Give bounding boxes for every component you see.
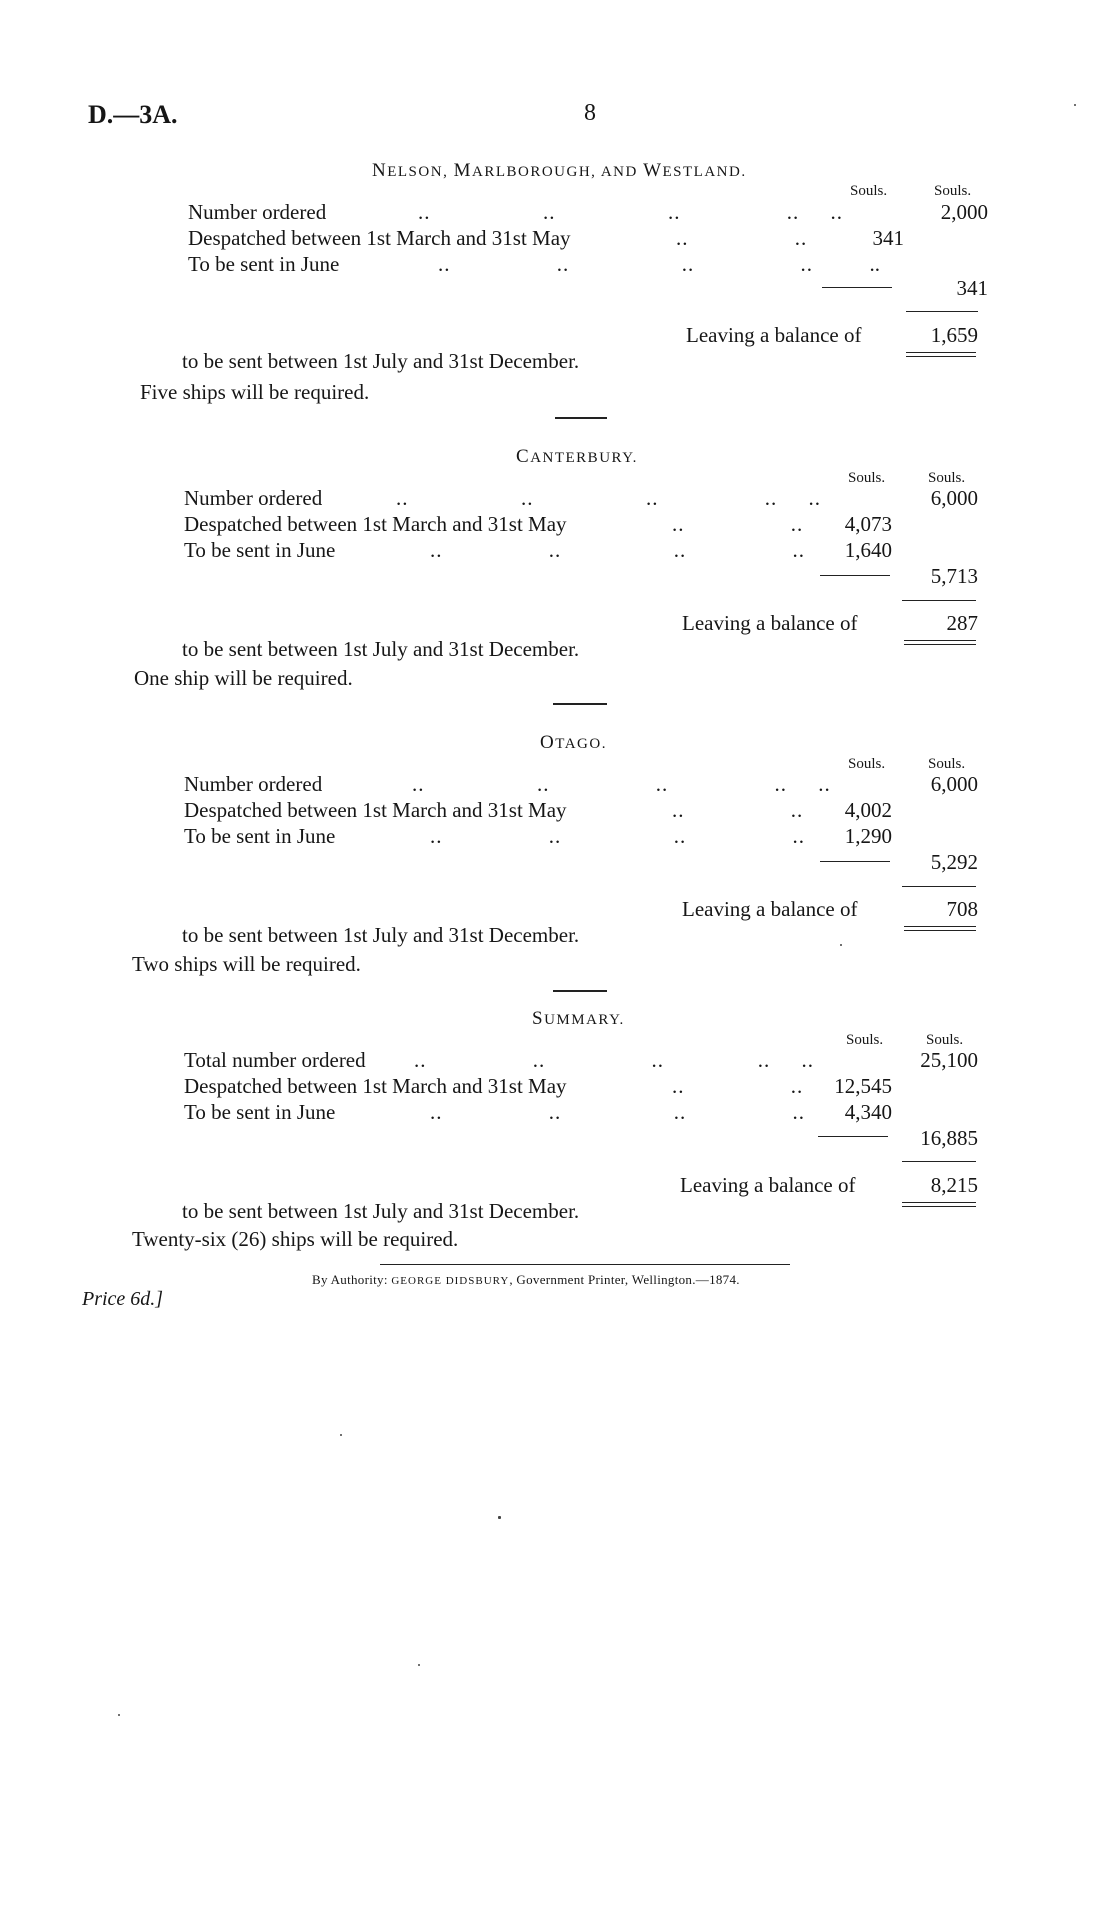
row-label-despatched: Despatched between 1st March and 31st May <box>184 1074 567 1098</box>
row-label-leaving: Leaving a balance of <box>682 897 858 921</box>
leader-dots: .. .. <box>672 512 804 536</box>
value-june: .. <box>869 252 880 276</box>
value-ordered: 6,000 <box>930 772 978 796</box>
sum-rule <box>822 287 892 288</box>
scan-speck <box>418 1664 420 1666</box>
row-label-leaving: Leaving a balance of <box>686 323 862 347</box>
column-header-a: Souls. <box>846 1032 884 1048</box>
price-label: Price 6d.] <box>82 1288 164 1310</box>
row-label-ordered: Number ordered <box>184 486 323 510</box>
leader-dots: .. .. <box>676 226 808 250</box>
printer-imprint: By Authority: GEORGE DIDSBURY, Government Printer, Wellington.—1874. <box>312 1272 740 1287</box>
section-heading-otago: OTAGO. <box>540 732 607 753</box>
section-separator <box>555 417 607 419</box>
column-header-a: Souls. <box>848 756 886 772</box>
value-despatched: 341 <box>872 226 904 250</box>
leader-dots: .. .. .. .. <box>438 252 813 276</box>
row-label-ordered: Number ordered <box>188 200 327 224</box>
leader-dots: .. .. <box>672 1074 804 1098</box>
document-reference: D.—3A. <box>88 100 178 129</box>
row-label-to-be-sent: to be sent between 1st July and 31st December. <box>182 923 580 947</box>
row-label-june: To be sent in June <box>184 538 336 562</box>
row-label-despatched: Despatched between 1st March and 31st May <box>184 512 567 536</box>
row-label-to-be-sent: to be sent between 1st July and 31st December. <box>182 637 580 661</box>
scan-speck <box>840 944 842 946</box>
section-heading-summary: SUMMARY. <box>532 1008 625 1029</box>
value-balance: 287 <box>946 611 978 635</box>
column-header-a: Souls. <box>850 183 888 199</box>
balance-rule <box>902 886 976 887</box>
column-header-b: Souls. <box>928 470 966 486</box>
row-label-total-ordered: Total number ordered <box>184 1048 366 1072</box>
section-heading-nelson: NELSON, MARLBOROUGH, AND WESTLAND. <box>372 160 747 181</box>
row-label-leaving: Leaving a balance of <box>682 611 858 635</box>
balance-rule <box>906 311 978 312</box>
double-rule <box>906 352 976 357</box>
leader-dots: .. .. .. .. .. <box>414 1048 814 1072</box>
section-separator <box>553 990 607 992</box>
leader-dots: .. .. .. .. .. <box>396 486 821 510</box>
row-label-despatched: Despatched between 1st March and 31st May <box>184 798 567 822</box>
row-label-to-be-sent: to be sent between 1st July and 31st December. <box>182 349 580 373</box>
value-ordered: 2,000 <box>940 200 988 224</box>
scan-speck <box>1074 104 1076 106</box>
section-heading-canterbury: CANTERBURY. <box>516 446 638 467</box>
double-rule <box>904 640 976 645</box>
double-rule <box>902 1202 976 1207</box>
column-header-b: Souls. <box>926 1032 964 1048</box>
value-subtotal: 5,292 <box>930 850 978 874</box>
ships-note: Five ships will be required. <box>140 380 370 404</box>
balance-rule <box>902 600 976 601</box>
ships-note: Twenty-six (26) ships will be required. <box>132 1227 459 1251</box>
row-label-to-be-sent: to be sent between 1st July and 31st December. <box>182 1199 580 1223</box>
row-label-leaving: Leaving a balance of <box>680 1173 856 1197</box>
value-despatched: 4,002 <box>844 798 892 822</box>
row-label-despatched: Despatched between 1st March and 31st May <box>188 226 571 250</box>
column-header-a: Souls. <box>848 470 886 486</box>
page-number: 8 <box>584 100 596 126</box>
footer-rule <box>380 1264 790 1265</box>
leader-dots: .. .. .. .. <box>430 1100 805 1124</box>
leader-dots: .. .. .. .. <box>430 824 805 848</box>
ships-note: One ship will be required. <box>134 666 353 690</box>
leader-dots: .. .. <box>672 798 804 822</box>
column-header-b: Souls. <box>934 183 972 199</box>
value-june: 1,640 <box>844 538 892 562</box>
column-header-b: Souls. <box>928 756 966 772</box>
scan-speck <box>340 1434 342 1436</box>
value-balance: 8,215 <box>930 1173 978 1197</box>
row-label-june: To be sent in June <box>188 252 340 276</box>
scan-speck <box>118 1714 120 1716</box>
value-subtotal: 341 <box>956 276 988 300</box>
value-despatched: 4,073 <box>844 512 892 536</box>
ships-note: Two ships will be required. <box>132 952 361 976</box>
value-june: 1,290 <box>844 824 892 848</box>
value-balance: 1,659 <box>930 323 978 347</box>
row-label-ordered: Number ordered <box>184 772 323 796</box>
value-june: 4,340 <box>844 1100 892 1124</box>
leader-dots: .. .. .. .. .. <box>418 200 843 224</box>
row-label-june: To be sent in June <box>184 1100 336 1124</box>
balance-rule <box>902 1161 976 1162</box>
leader-dots: .. .. .. .. .. <box>412 772 831 796</box>
value-despatched: 12,545 <box>834 1074 892 1098</box>
row-label-june: To be sent in June <box>184 824 336 848</box>
value-subtotal: 5,713 <box>930 564 978 588</box>
value-ordered: 25,100 <box>920 1048 978 1072</box>
leader-dots: .. .. .. .. <box>430 538 805 562</box>
double-rule <box>904 926 976 931</box>
value-ordered: 6,000 <box>930 486 978 510</box>
value-balance: 708 <box>946 897 978 921</box>
scan-speck <box>498 1516 501 1519</box>
section-separator <box>553 703 607 705</box>
value-subtotal: 16,885 <box>920 1126 978 1150</box>
